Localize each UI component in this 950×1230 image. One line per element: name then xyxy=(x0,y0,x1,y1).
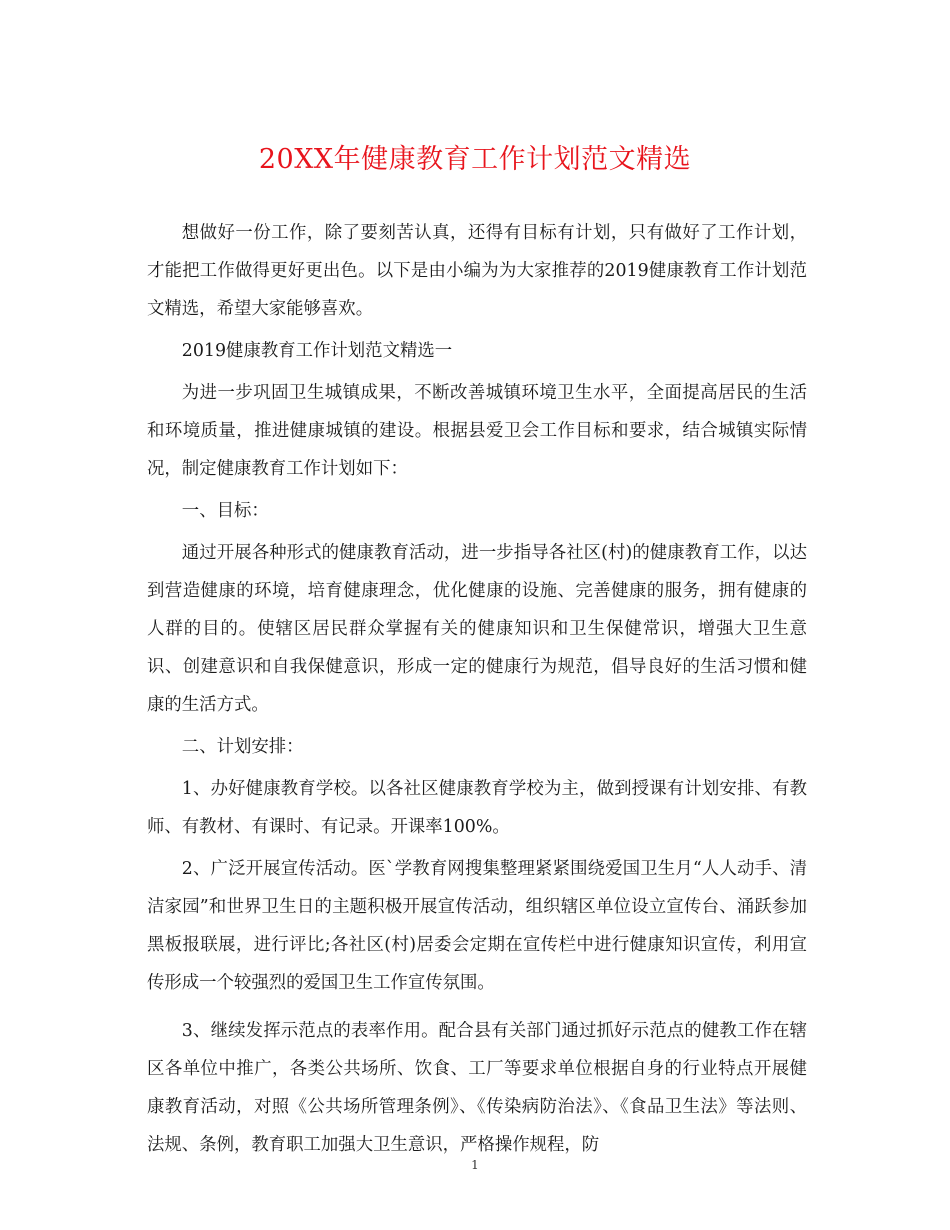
paragraph-section-heading: 2019健康教育工作计划范文精选一 xyxy=(181,341,453,361)
paragraph-intro: 想做好一份工作，除了要刻苦认真，还得有目标有计划，只有做好了工作计划，才能把工作做得更好更出色。以下是由小编为为大家推荐的2019健康教育工作计划范文精选，希望大家能够喜欢。 xyxy=(147,223,807,319)
paragraph-goal-heading: 一、目标： xyxy=(181,501,269,521)
paragraph-plan-item-2: 2、广泛开展宣传活动。医`学教育网搜集整理紧紧围绕爱国卫生月“人人动手、清洁家园”和世界卫生日的主题积极开展宣传活动，组织辖区单位设立宣传台、涌跃参加黑板报联展，进行评比;各社区(村)居委会定期在宣传栏中进行健康知识宣传，利用宣传形成一个较强烈的爱国卫生工作宣传氛围。 xyxy=(147,859,807,993)
paragraph-plan-item-1: 1、办好健康教育学校。以各社区健康教育学校为主，做到授课有计划安排、有教师、有教材、有课时、有记录。开课率100%。 xyxy=(147,779,807,837)
paragraph-goal: 通过开展各种形式的健康教育活动，进一步指导各社区(村)的健康教育工作，以达到营造健康的环境，培育健康理念，优化健康的设施、完善健康的服务，拥有健康的人群的目的。使辖区居民群众掌握有关的健康知识和卫生保健常识，增强大卫生意识、创建意识和自我保健意识，形成一定的健康行为规范，倡导良好的生活习惯和健康的生活方式。 xyxy=(147,543,807,715)
paragraph-plan-heading: 二、计划安排： xyxy=(181,737,304,757)
document-body xyxy=(147,214,807,1168)
page-number: 1 xyxy=(471,1158,479,1172)
document-title: 20XX年健康教育工作计划范文精选 xyxy=(258,144,692,175)
paragraph-purpose: 为进一步巩固卫生城镇成果，不断改善城镇环境卫生水平，全面提高居民的生活和环境质量，推进健康城镇的建设。根据县爱卫会工作目标和要求，结合城镇实际情况，制定健康教育工作计划如下： xyxy=(147,383,807,479)
paragraph-plan-item-3: 3、继续发挥示范点的表率作用。配合县有关部门通过抓好示范点的健教工作在辖区各单位中推广，各类公共场所、饮食、工厂等要求单位根据自身的行业特点开展健康教育活动，对照《公共场所管理条例》、《传染病防治法》、《食品卫生法》等法则、法规、条例，教育职工加强大卫生意识，严格操作规程，防 xyxy=(147,1021,807,1155)
